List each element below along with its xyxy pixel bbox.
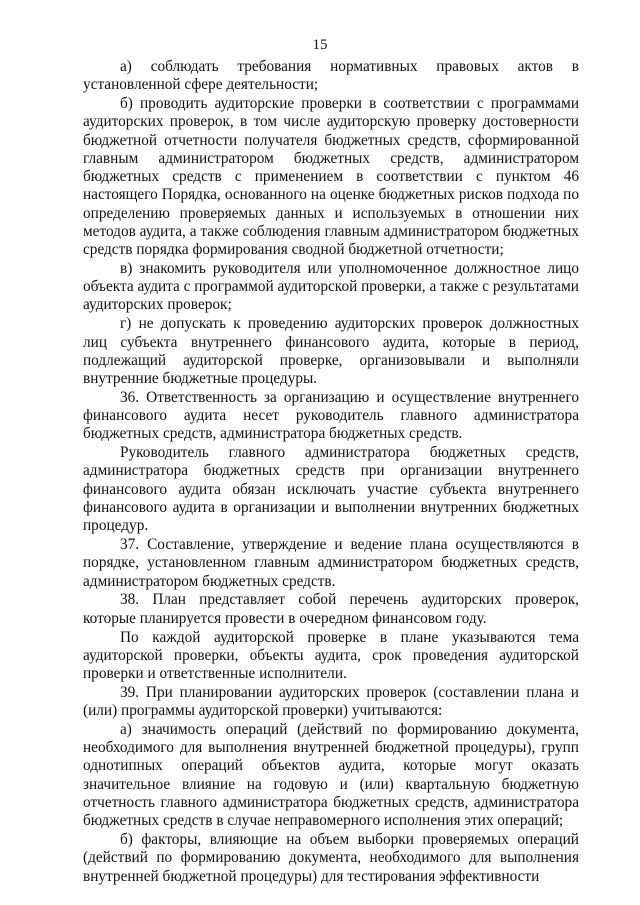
paragraph-36-responsibility: 36. Ответственность за организацию и осуществление внутреннего финансового аудита несет руководитель главного администратора бюджетных средств, администратора бюджетных средств. (83, 388, 579, 443)
paragraph-37-plan-procedure: 37. Составление, утверждение и ведение плана осуществляются в порядке, установленном главным администратором бюджетных средств, администратором бюджетных средств. (83, 536, 579, 590)
paragraph-38-plan-contents: По каждой аудиторской проверке в плане указываются тема аудиторской проверки, объекты аудита, срок проведения аудиторской проверки и ответственные исполнители. (83, 628, 579, 682)
paragraph-39a-significance: а) значимость операций (действий по формированию документа, необходимого для выполнения внутренней бюджетной процедуры), групп однотипных операций объектов аудита, которые могут оказать значительное влияние на годовую и (или) квартальную бюджетную отчетность главного администратора бюджетных средств, администратора бюджетных средств в случае неправомерного исполнения этих операций; (83, 720, 579, 830)
paragraph-b-audit-checks: б) проводить аудиторские проверки в соответствии с программами аудиторских проверок, в том числе аудиторскую проверку достоверности бюджетной отчетности получателя бюджетных средств, сформированной главным администратором бюджетных средств, администратором бюджетных средств с применением в соответствии с пунктом 46 настоящего Порядка, основанного на оценке бюджетных рисков подхода по определению проверяемых данных и используемых в отношении них методов аудита, а также соблюдения главным администратором бюджетных средств порядка формирования сводной бюджетной отчетности; (83, 95, 579, 259)
paragraph-38-plan-definition: 38. План представляет собой перечень аудиторских проверок, которые планируется провести в очередном финансовом году. (83, 591, 579, 627)
paragraph-a-compliance: а) соблюдать требования нормативных правовых актов в установленной сфере деятельности; (83, 58, 579, 94)
document-body (83, 58, 579, 886)
paragraph-g-exclusion: г) не допускать к проведению аудиторских проверок должностных лиц субъекта внутреннего финансового аудита, которые в период, подлежащий аудиторской проверке, организовывали и выполняли внутренние бюджетные процедуры. (83, 315, 579, 388)
paragraph-39b-sample-factors: б) факторы, влияющие на объем выборки проверяемых операций (действий по формированию документа, необходимого для выполнения внутренней бюджетной процедуры) для тестирования эффективности (83, 831, 579, 885)
paragraph-39-planning: 39. При планировании аудиторских проверок (составлении плана и (или) программы аудиторской проверки) учитываются: (83, 683, 579, 720)
paragraph-v-inform-head: в) знакомить руководителя или уполномоченное должностное лицо объекта аудита с программой аудиторской проверки, а также с результатами аудиторских проверок; (83, 259, 579, 314)
paragraph-36-head-duty: Руководитель главного администратора бюджетных средств, администратора бюджетных средств при организации внутреннего финансового аудита обязан исключать участие субъекта внутреннего финансового аудита в организации и выполнении внутренних бюджетных процедур. (83, 444, 579, 535)
page-number: 15 (312, 37, 328, 53)
